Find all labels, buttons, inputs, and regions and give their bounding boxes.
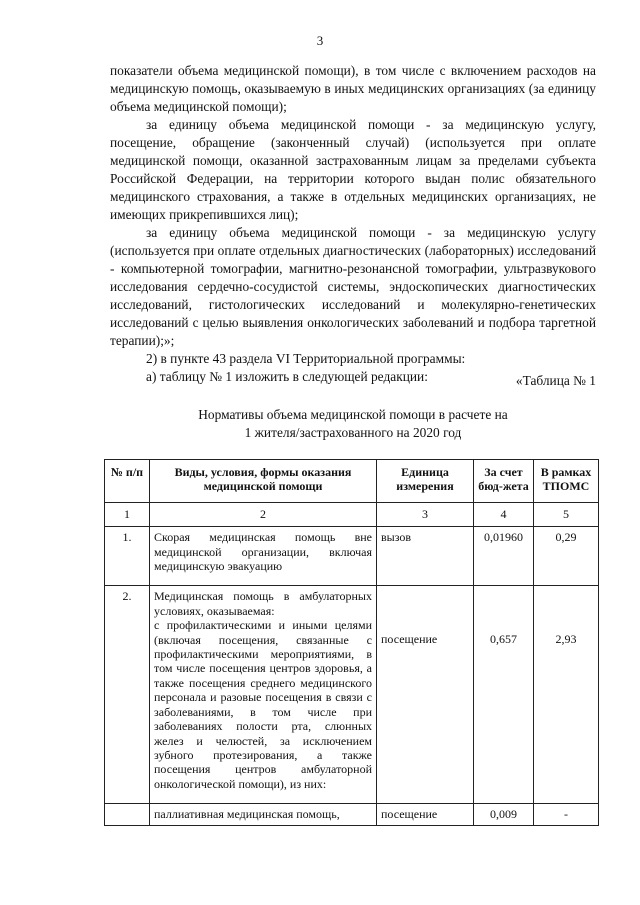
caption-line-2: 1 жителя/застрахованного на 2020 год bbox=[244, 425, 462, 440]
paragraph-unit-diagnostics: за единицу объема медицинской помощи - за медицинскую услугу (используется при оплате отдельных диагностических (лабораторных) исследований - компьютерной томографии, магнитно-резонансной томографии, ультразвукового исследования сердечно-сосудистой системы, эндоскопических диагностических исследований, гистологических исследований и молекулярно-генетических исследований с целью выявления онкологических заболеваний и подбора таргетной терапии);»; bbox=[110, 225, 596, 348]
table-header-row bbox=[105, 460, 599, 503]
row-budget: 0,657 bbox=[490, 632, 517, 647]
col-number: 3 bbox=[377, 502, 474, 526]
header-type: Виды, условия, формы оказания медицинской помощи bbox=[150, 460, 377, 503]
row-type-title: Медицинская помощь в амбулаторных условиях, оказываемая: bbox=[154, 589, 372, 618]
col-number: 4 bbox=[474, 502, 534, 526]
paragraph-item-a: а) таблицу № 1 изложить в следующей редакции: bbox=[146, 369, 428, 384]
table-caption bbox=[110, 406, 596, 442]
row-tpoms-cell bbox=[534, 586, 599, 804]
body-text bbox=[110, 62, 596, 386]
row-budget: 0,01960 bbox=[474, 527, 534, 586]
row-tpoms: 2,93 bbox=[555, 632, 577, 647]
row-budget: 0,009 bbox=[474, 804, 534, 825]
row-tpoms: - bbox=[534, 804, 599, 825]
col-number: 1 bbox=[105, 502, 150, 526]
row-type-cell bbox=[150, 586, 377, 804]
header-tpoms: В рамках ТПОМС bbox=[534, 460, 599, 503]
row-type: паллиативная медицинская помощь, bbox=[150, 804, 377, 825]
header-unit: Единица измерения bbox=[377, 460, 474, 503]
col-number: 2 bbox=[150, 502, 377, 526]
paragraph-unit-service: за единицу объема медицинской помощи - за медицинскую услугу, посещение, обращение (законченный случай) (используется при оплате медицинской помощи, оказанной застрахованным лицам за пределами субъекта Российской Федерации, на территории которого выдан полис обязательного медицинского страхования, а также в отдельных медицинских организациях, не имеющих прикрепившихся лиц); bbox=[110, 117, 596, 222]
row-tpoms: 0,29 bbox=[534, 527, 599, 586]
paragraph-continuation: показатели объема медицинской помощи), в том числе с включением расходов на медицинскую помощь, оказываемую в иных медицинских организациях (за единицу объема медицинской помощи); bbox=[110, 63, 596, 114]
row-num: 2. bbox=[105, 586, 150, 804]
row-unit: посещение bbox=[377, 804, 474, 825]
row-type: с профилактическими и иными целями (включая посещения, связанные с профилактическими мероприятиями, в том числе посещения центров здоровья, а также посещения среднего медицинского персонала и разовые посещения в связи с заболеваниями, в том числе при заболеваниях полости рта, слюнных желез и челюстей, за исключением зубного протезирования, а также посещения центров амбулаторной онкологической помощи), из них: bbox=[154, 618, 372, 791]
table-row bbox=[105, 586, 599, 804]
table-row bbox=[105, 804, 599, 825]
table-label: «Таблица № 1 bbox=[515, 373, 596, 388]
paragraph-item-2: 2) в пункте 43 раздела VI Территориальной программы: bbox=[146, 351, 466, 366]
row-num: 1. bbox=[105, 527, 150, 586]
col-number: 5 bbox=[534, 502, 599, 526]
caption-line-1: Нормативы объема медицинской помощи в расчете на bbox=[198, 407, 508, 422]
column-number-row bbox=[105, 502, 599, 526]
row-num bbox=[105, 804, 150, 825]
row-budget-cell bbox=[474, 586, 534, 804]
norms-table bbox=[104, 459, 599, 826]
table-row bbox=[105, 527, 599, 586]
row-unit-cell bbox=[377, 586, 474, 804]
header-num: № п/п bbox=[105, 460, 150, 503]
page-number: 3 bbox=[316, 33, 324, 48]
row-type: Скорая медицинская помощь вне медицинской организации, включая медицинскую эвакуацию bbox=[150, 527, 377, 586]
row-unit: вызов bbox=[377, 527, 474, 586]
header-budget: За счет бюд-жета bbox=[474, 460, 534, 503]
row-unit: посещение bbox=[381, 632, 438, 647]
